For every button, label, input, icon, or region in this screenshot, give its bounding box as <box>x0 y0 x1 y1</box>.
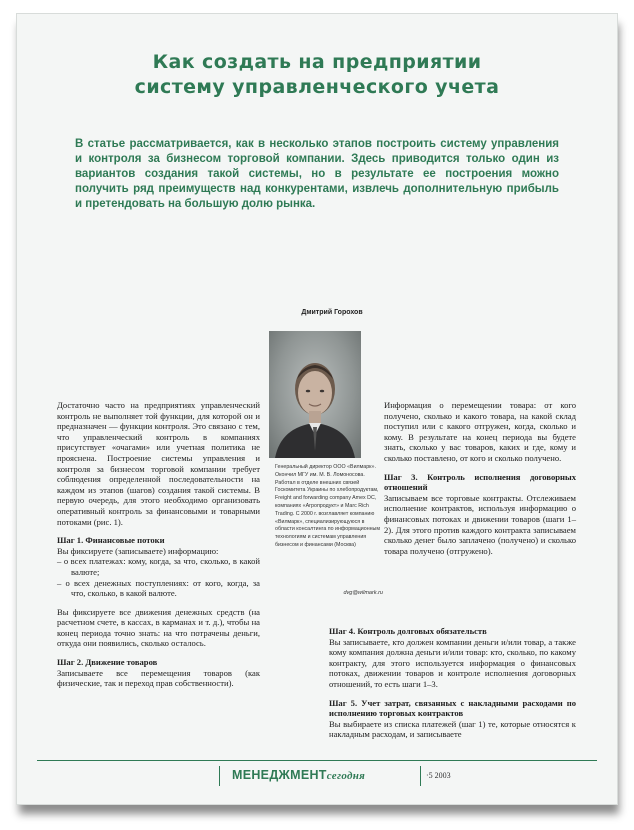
author-photo <box>269 331 361 458</box>
step1-heading: Шаг 1. Финансовые потоки <box>57 535 165 546</box>
author-name: Дмитрий Горохов <box>301 309 363 316</box>
article-lead: В статье рассматривается, как в несколько этапов построить систему управления и контроля за бизнесом торговой компании. Здесь приводится только один из вариантов создания такой системы, но в результате ее построения можно получить ряд преимуществ над конкурентами, извлечь дополнительную прибыль и претендовать на большую долю рынка. <box>75 138 559 210</box>
intro-paragraph: Достаточно часто на предприятиях управленческий контроль не выполняет той функции, для которой он и предназначен — функции контроля. Это связано с тем, что управленческий контроль в компаниях присутствует «очагами» или учетная политика не прояснена. Построение системы управления и контроля за бизнесом торговой компании требует соблюдения определенной последовательности на каждом из этапов (шагов) создания такой системы. В первую очередь, для этого необходимо организовать оперативный контроль за финансовыми и товарными потоками (рис. 1). <box>57 400 260 527</box>
step1-text-2: Вы фиксируете все движения денежных средств (на расчетном счете, в кассах, в карманах и т. д.), чтобы на конец периода точно знать: на что потрачены деньги, откуда они появились, сколько осталось. <box>57 606 260 649</box>
footer-rule <box>37 760 597 761</box>
step1-item: – о всех денежных поступлениях: от кого, когда, за что, сколько, в какой валюте. <box>57 578 260 599</box>
step1-text: Вы фиксируете (записываете) информацию: <box>57 545 219 556</box>
author-email[interactable]: dvg@wilmark.ru <box>343 590 383 596</box>
left-column <box>57 400 260 689</box>
step3-text: Записываем все торговые контракты. Отслеживаем исполнение контрактов, используя информацию о финансовых потоках и движении товаров (шаги 1–2). Для этого против каждого контракта записываем сколько денег было заплачено (получено) и сколько товара получено (отгружено). <box>384 492 576 556</box>
goods-info-paragraph: Информация о перемещении товара: от кого получено, сколько и какого товара, на какой склад поступил или с какого отгружен, когда, сколько и кому. В результате на конец периода вы будете знать, сколько у вас товаров, каких и где, кому и сколько поставлено, от кого и сколько получено. <box>384 400 576 463</box>
step1-list <box>57 556 260 598</box>
portrait-image <box>269 331 361 458</box>
right-column-bottom <box>329 626 576 740</box>
title-line-1: Как создать на предприятии <box>152 51 482 73</box>
step2-text: Записываете все перемещения товаров (как физические, так и переход прав собственности). <box>57 667 260 689</box>
brand-logo <box>232 768 365 782</box>
right-column-top <box>384 400 576 556</box>
article-title <box>17 50 617 100</box>
step4-heading: Шаг 4. Контроль долговых обязательств <box>329 626 487 636</box>
title-line-2: систему управленческого учета <box>134 76 500 98</box>
magazine-brand <box>219 766 451 786</box>
step5-text: Вы выбираете из списка платежей (шаг 1) те, которые относятся к накладным расходам, и записываете <box>329 718 576 740</box>
author-bio: Генеральный директор ООО «Вилмарк». Окончил МГУ им. М. В. Ломоносова. Работал в отделе внешних связей Госкомитета Украины по хлебопродуктам, Freight and forwarding company Amex DC, компаниях «Агропродукт» и Marc Rich Trading. С 2000 г. возглавляет компанию «Вилмарк», специализирующуюся в области консалтинга по информационным технологиям и системам управления бизнесом и финансами (Москва) <box>275 464 381 548</box>
step1-item: – о всех платежах: кому, когда, за что, сколько, в какой валюте; <box>57 556 260 577</box>
step3-heading: Шаг 3. Контроль исполнения договорных отношений <box>384 471 576 493</box>
magazine-page <box>17 14 617 804</box>
step2-heading: Шаг 2. Движение товаров <box>57 657 158 668</box>
step5-heading: Шаг 5. Учет затрат, связанных с накладными расходами по исполнению торговых контрактов <box>329 697 576 719</box>
brand-sub: сегодня <box>326 770 366 782</box>
issue-number: ·5 2003 <box>426 771 451 780</box>
brand-name: МЕНЕДЖМЕНТ <box>232 768 327 782</box>
step4-text: Вы записываете, кто должен компании деньги и/или товар, а также кому компания должна деньги и/или товар: кто, сколько, по какому контракту, для этого используется информация о финансовых потоках, движении товаров и контроле исполнения договорных отношений, то есть шаги 1–3. <box>329 636 576 689</box>
